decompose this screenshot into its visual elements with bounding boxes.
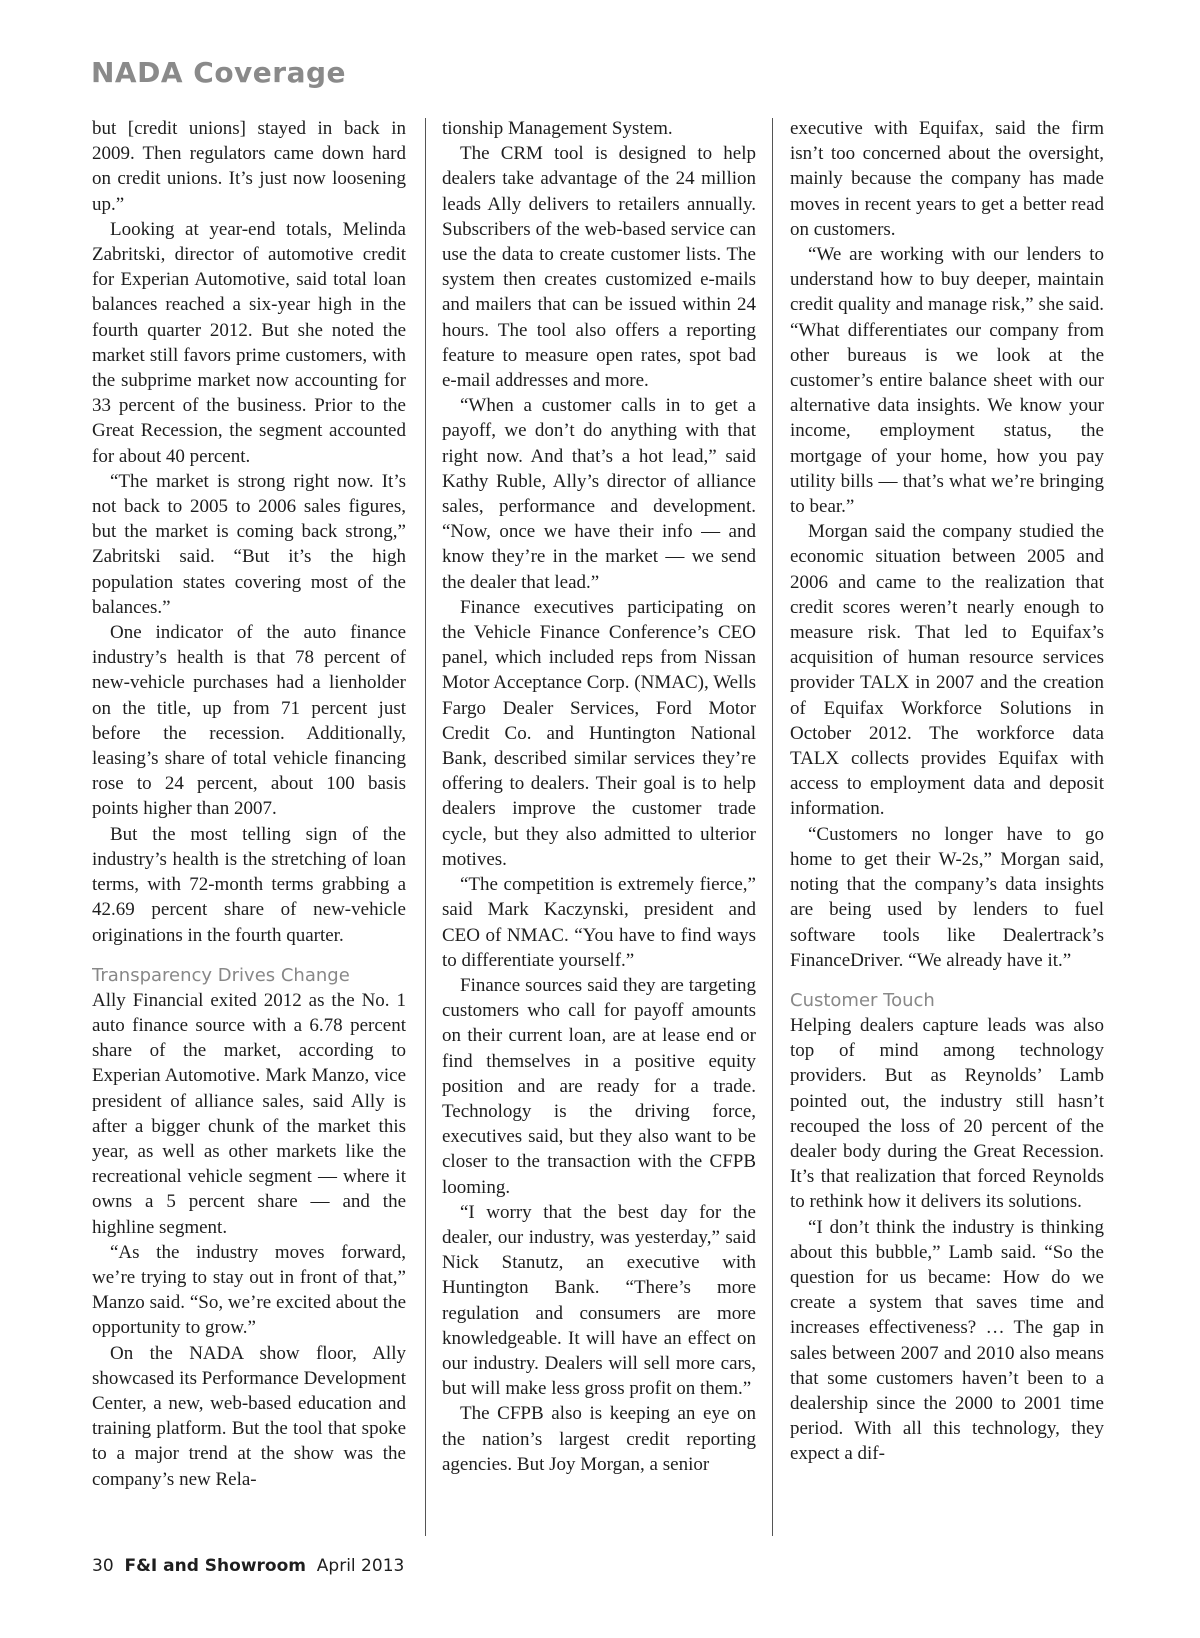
article-paragraph: “I worry that the best day for the dealer, our industry, was yesterday,” said Nick Stanutz, an executive with Huntington Bank. “There’s more regulation and consumers are more knowledgeable. It will have an effect on our industry. Dealers will sell more cars, but will make less gross profit on them.” bbox=[442, 1201, 756, 1400]
article-paragraph: Finance sources said they are targeting customers who call for payoff amounts on their current loan, are at lease end or find themselves in a positive equity position and are ready for a trade. Technology is the driving force, executives said, but they also want to be closer to the transaction with the CFPB looming. bbox=[442, 974, 756, 1198]
article-paragraph: tionship Management System. bbox=[442, 118, 673, 139]
page-number: 30 bbox=[92, 1556, 114, 1576]
page-footer bbox=[92, 1556, 404, 1576]
article-paragraph: “The competition is extremely fierce,” said Mark Kaczynski, president and CEO of NMAC. “You have to find ways to differentiate yourself.” bbox=[442, 874, 756, 971]
article-paragraph: “We are working with our lenders to understand how to buy deeper, maintain credit quality and manage risk,” she said. “What differentiates our company from other bureaus is we look at the customer’s entire balance sheet with our alternative data insights. We know your income, employment status, the mortgage of your home, how you pay utility bills — that’s what we’re bringing to bear.” bbox=[790, 244, 1104, 518]
article-paragraph: executive with Equifax, said the firm isn’t too concerned about the oversight, mainly because the company has made moves in recent years to get a better read on customers. bbox=[790, 118, 1104, 240]
article-paragraph: “The market is strong right now. It’s not back to 2005 to 2006 sales figures, but the market is coming back strong,” Zabritski said. “But it’s the high population states covering most of the balances.” bbox=[92, 470, 406, 618]
article-paragraph: “When a customer calls in to get a payoff, we don’t do anything with that right now. And that’s a hot lead,” said Kathy Ruble, Ally’s director of alliance sales, performance and development. “Now, once we have their info — and know they’re in the market — we send the dealer that lead.” bbox=[442, 395, 756, 593]
article-paragraph: Helping dealers capture leads was also top of mind among technology providers. But as Reynolds’ Lamb pointed out, the industry still hasn’t recouped the loss of 20 percent of the dealer body during the Great Recession. It’s that realization that forced Reynolds to rethink how it delivers its solutions. bbox=[790, 1014, 1104, 1213]
article-column-2 bbox=[442, 116, 756, 1540]
magazine-name: F&I and Showroom bbox=[124, 1556, 306, 1576]
article-paragraph: On the NADA show floor, Ally showcased its Performance Development Center, a new, web-based education and training platform. But the tool that spoke to a major trend at the show was the company’s new Rela- bbox=[92, 1342, 406, 1490]
article-paragraph: “I don’t think the industry is thinking about this bubble,” Lamb said. “So the question for us became: How do we create a system that saves time and increases effectiveness? … The gap in sales between 2007 and 2010 also means that some customers haven’t been to a dealership since the 2000 to 2001 time period. With all this technology, they expect a dif- bbox=[790, 1216, 1104, 1465]
article-column-1 bbox=[92, 116, 406, 1540]
article-column-3 bbox=[790, 116, 1104, 1540]
article-paragraph: Morgan said the company studied the economic situation between 2005 and 2006 and came to the realization that credit scores weren’t nearly enough to measure risk. That led to Equifax’s acquisition of human resource services provider TALX in 2007 and the creation of Equifax Workforce Solutions in October 2012. The workforce data TALX collects provides Equifax with access to employment data and deposit information. bbox=[790, 521, 1104, 820]
column-divider bbox=[425, 118, 426, 1536]
subheading: Customer Touch bbox=[790, 989, 935, 1011]
article-paragraph: The CFPB also is keeping an eye on the nation’s largest credit reporting agencies. But Joy Morgan, a senior bbox=[442, 1403, 756, 1475]
article-paragraph: “As the industry moves forward, we’re trying to stay out in front of that,” Manzo said. “So, we’re excited about the opportunity to grow.” bbox=[92, 1241, 406, 1339]
article-paragraph: The CRM tool is designed to help dealers take advantage of the 24 million leads Ally delivers to retailers annually. Subscribers of the web-based service can use the data to create customer lists. The system then creates customized e-mails and mailers that can be issued within 24 hours. The tool also offers a reporting feature to measure open rates, spot bad e-mail addresses and more. bbox=[442, 143, 756, 392]
article-paragraph: Looking at year-end totals, Melinda Zabritski, director of automotive credit for Experian Automotive, said total loan balances reached a six-year high in the fourth quarter 2012. But she noted the market still favors prime customers, with the subprime market now accounting for 33 percent of the business. Prior to the Great Recession, the segment accounted for about 40 percent. bbox=[92, 218, 406, 467]
article-paragraph: Finance executives participating on the Vehicle Finance Conference’s CEO panel, which included reps from Nissan Motor Acceptance Corp. (NMAC), Wells Fargo Dealer Services, Ford Motor Credit Co. and Huntington National Bank, described similar services they’re offering to dealers. Their goal is to help dealers improve the customer trade cycle, but they also admitted to ulterior motives. bbox=[442, 596, 756, 870]
article-paragraph: But the most telling sign of the industry’s health is the stretching of loan terms, with 72-month terms grabbing a 42.69 percent share of new-vehicle originations in the fourth quarter. bbox=[92, 823, 406, 946]
issue-date: April 2013 bbox=[316, 1556, 405, 1576]
section-header: NADA Coverage bbox=[91, 56, 347, 89]
article-paragraph: but [credit unions] stayed in back in 2009. Then regulators came down hard on credit unions. It’s just now loosening up.” bbox=[92, 118, 406, 215]
column-divider bbox=[772, 118, 773, 1536]
article-paragraph: “Customers no longer have to go home to get their W-2s,” Morgan said, noting that the company’s data insights are being used by lenders to fuel software tools like Dealertrack’s FinanceDriver. “We already have it.” bbox=[790, 823, 1104, 971]
subheading: Transparency Drives Change bbox=[92, 964, 350, 986]
article-paragraph: Ally Financial exited 2012 as the No. 1 auto finance source with a 6.78 percent share of the market, according to Experian Automotive. Mark Manzo, vice president of alliance sales, said Ally is after a bigger chunk of the market this year, as well as other markets like the recreational vehicle segment — where it owns a 5 percent share — and the highline segment. bbox=[92, 989, 406, 1238]
article-paragraph: One indicator of the auto finance industry’s health is that 78 percent of new-vehicle purchases had a lienholder on the title, up from 71 percent just before the recession. Additionally, leasing’s share of total vehicle financing rose to 24 percent, about 100 basis points higher than 2007. bbox=[92, 622, 406, 820]
